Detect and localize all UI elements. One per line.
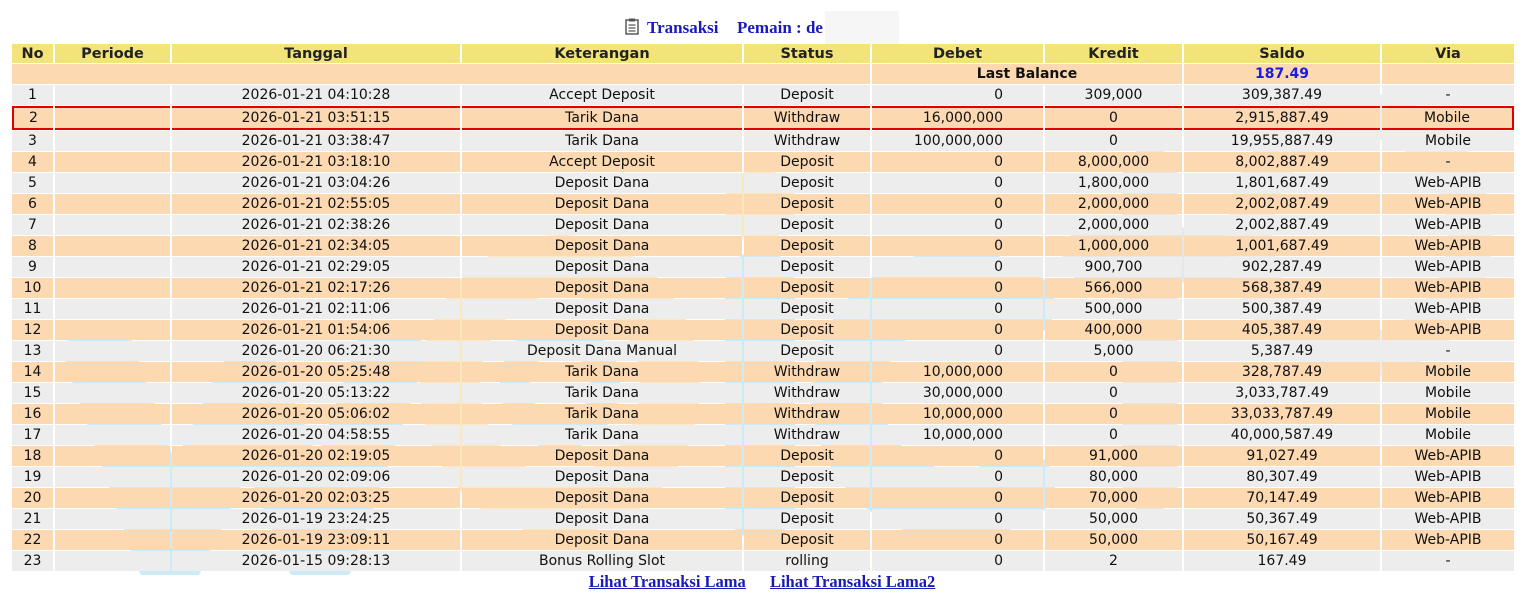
cell-periode <box>55 425 170 445</box>
cell-periode <box>55 173 170 193</box>
last-balance-label: Last Balance <box>872 64 1182 84</box>
cell-kredit: 2 <box>1045 551 1182 571</box>
cell-tanggal: 2026-01-19 23:24:25 <box>172 509 460 529</box>
cell-debet: 10,000,000 <box>872 404 1043 424</box>
cell-tanggal: 2026-01-21 01:54:06 <box>172 320 460 340</box>
document-list-icon <box>625 14 639 46</box>
cell-via: - <box>1382 551 1514 571</box>
cell-no: 16 <box>12 404 53 424</box>
cell-keterangan: Tarik Dana <box>462 425 742 445</box>
cell-saldo: 2,915,887.49 <box>1184 106 1380 130</box>
cell-no: 5 <box>12 173 53 193</box>
cell-periode <box>55 236 170 256</box>
cell-saldo: 2,002,887.49 <box>1184 215 1380 235</box>
cell-kredit: 2,000,000 <box>1045 194 1182 214</box>
table-header-row <box>12 44 1514 63</box>
cell-tanggal: 2026-01-21 02:11:06 <box>172 299 460 319</box>
cell-no: 9 <box>12 257 53 277</box>
cell-status: rolling <box>744 551 870 571</box>
table-row <box>12 530 1514 550</box>
cell-tanggal: 2026-01-21 02:17:26 <box>172 278 460 298</box>
cell-saldo: 3,033,787.49 <box>1184 383 1380 403</box>
cell-debet: 100,000,000 <box>872 131 1043 151</box>
cell-saldo: 5,387.49 <box>1184 341 1380 361</box>
cell-kredit: 0 <box>1045 362 1182 382</box>
cell-keterangan: Deposit Dana <box>462 446 742 466</box>
cell-kredit: 0 <box>1045 404 1182 424</box>
page-header <box>0 11 1524 43</box>
cell-tanggal: 2026-01-20 06:21:30 <box>172 341 460 361</box>
cell-keterangan: Tarik Dana <box>462 131 742 151</box>
cell-periode <box>55 383 170 403</box>
cell-status: Deposit <box>744 257 870 277</box>
cell-tanggal: 2026-01-20 02:03:25 <box>172 488 460 508</box>
col-header-periode: Periode <box>55 44 170 63</box>
cell-status: Deposit <box>744 299 870 319</box>
cell-status: Deposit <box>744 467 870 487</box>
cell-via: Web-APIB <box>1382 215 1514 235</box>
cell-status: Deposit <box>744 152 870 172</box>
cell-keterangan: Deposit Dana <box>462 320 742 340</box>
table-row <box>12 467 1514 487</box>
cell-kredit: 50,000 <box>1045 509 1182 529</box>
cell-no: 6 <box>12 194 53 214</box>
player-label: Pemain : <box>737 17 802 37</box>
cell-saldo: 568,387.49 <box>1184 278 1380 298</box>
cell-status: Deposit <box>744 530 870 550</box>
table-row <box>12 152 1514 172</box>
cell-kredit: 0 <box>1045 106 1182 130</box>
cell-kredit: 566,000 <box>1045 278 1182 298</box>
cell-tanggal: 2026-01-21 02:34:05 <box>172 236 460 256</box>
cell-periode <box>55 152 170 172</box>
cell-saldo: 2,002,087.49 <box>1184 194 1380 214</box>
cell-no: 19 <box>12 467 53 487</box>
cell-no: 11 <box>12 299 53 319</box>
cell-tanggal: 2026-01-20 05:25:48 <box>172 362 460 382</box>
footer-links <box>0 572 1524 592</box>
cell-saldo: 80,307.49 <box>1184 467 1380 487</box>
cell-via: Mobile <box>1382 362 1514 382</box>
col-header-kredit: Kredit <box>1045 44 1182 63</box>
cell-no: 17 <box>12 425 53 445</box>
cell-keterangan: Tarik Dana <box>462 404 742 424</box>
cell-via: Mobile <box>1382 425 1514 445</box>
table-row <box>12 320 1514 340</box>
cell-tanggal: 2026-01-20 05:13:22 <box>172 383 460 403</box>
cell-tanggal: 2026-01-20 02:09:06 <box>172 467 460 487</box>
cell-no: 1 <box>12 85 53 105</box>
table-row <box>12 341 1514 361</box>
page-title: Transaksi <box>647 17 719 37</box>
cell-keterangan: Deposit Dana <box>462 530 742 550</box>
cell-status: Withdraw <box>744 362 870 382</box>
last-balance-row <box>12 64 1514 84</box>
table-row <box>12 194 1514 214</box>
cell-kredit: 0 <box>1045 383 1182 403</box>
cell-status: Deposit <box>744 173 870 193</box>
cell-saldo: 91,027.49 <box>1184 446 1380 466</box>
cell-no: 8 <box>12 236 53 256</box>
cell-status: Deposit <box>744 446 870 466</box>
cell-debet: 0 <box>872 530 1043 550</box>
table-row <box>12 215 1514 235</box>
cell-periode <box>55 320 170 340</box>
old-transactions-link[interactable]: Lihat Transaksi Lama <box>588 572 746 591</box>
cell-no: 7 <box>12 215 53 235</box>
cell-via: Mobile <box>1382 404 1514 424</box>
cell-periode <box>55 341 170 361</box>
cell-via: Web-APIB <box>1382 467 1514 487</box>
cell-no: 10 <box>12 278 53 298</box>
cell-keterangan: Accept Deposit <box>462 85 742 105</box>
cell-periode <box>55 194 170 214</box>
cell-saldo: 50,167.49 <box>1184 530 1380 550</box>
cell-no: 14 <box>12 362 53 382</box>
cell-keterangan: Deposit Dana <box>462 194 742 214</box>
cell-debet: 10,000,000 <box>872 362 1043 382</box>
cell-saldo: 500,387.49 <box>1184 299 1380 319</box>
cell-periode <box>55 106 170 130</box>
col-header-via: Via <box>1382 44 1514 63</box>
cell-periode <box>55 85 170 105</box>
table-row <box>12 488 1514 508</box>
cell-periode <box>55 488 170 508</box>
cell-debet: 0 <box>872 446 1043 466</box>
cell-status: Withdraw <box>744 404 870 424</box>
cell-kredit: 2,000,000 <box>1045 215 1182 235</box>
cell-tanggal: 2026-01-21 03:38:47 <box>172 131 460 151</box>
table-row <box>12 551 1514 571</box>
cell-via: - <box>1382 152 1514 172</box>
cell-via: Web-APIB <box>1382 446 1514 466</box>
cell-saldo: 70,147.49 <box>1184 488 1380 508</box>
cell-saldo: 405,387.49 <box>1184 320 1380 340</box>
cell-saldo: 167.49 <box>1184 551 1380 571</box>
cell-status: Withdraw <box>744 383 870 403</box>
cell-via: Web-APIB <box>1382 488 1514 508</box>
cell-no: 18 <box>12 446 53 466</box>
cell-tanggal: 2026-01-20 02:19:05 <box>172 446 460 466</box>
cell-no: 22 <box>12 530 53 550</box>
table-row <box>12 425 1514 445</box>
table-row <box>12 299 1514 319</box>
cell-via: Mobile <box>1382 106 1514 130</box>
cell-via: Web-APIB <box>1382 299 1514 319</box>
cell-saldo: 8,002,887.49 <box>1184 152 1380 172</box>
col-header-status: Status <box>744 44 870 63</box>
cell-debet: 0 <box>872 215 1043 235</box>
table-row <box>12 383 1514 403</box>
cell-periode <box>55 362 170 382</box>
cell-debet: 0 <box>872 467 1043 487</box>
cell-tanggal: 2026-01-19 23:09:11 <box>172 530 460 550</box>
cell-debet: 0 <box>872 341 1043 361</box>
col-header-no: No <box>12 44 53 63</box>
cell-keterangan: Deposit Dana <box>462 173 742 193</box>
col-header-tanggal: Tanggal <box>172 44 460 63</box>
cell-kredit: 500,000 <box>1045 299 1182 319</box>
cell-periode <box>55 467 170 487</box>
cell-periode <box>55 551 170 571</box>
cell-no: 23 <box>12 551 53 571</box>
cell-status: Deposit <box>744 194 870 214</box>
col-header-saldo: Saldo <box>1184 44 1380 63</box>
cell-tanggal: 2026-01-20 04:58:55 <box>172 425 460 445</box>
cell-kredit: 0 <box>1045 425 1182 445</box>
cell-status: Deposit <box>744 509 870 529</box>
cell-debet: 0 <box>872 320 1043 340</box>
table-row <box>12 173 1514 193</box>
cell-via: Mobile <box>1382 131 1514 151</box>
cell-tanggal: 2026-01-15 09:28:13 <box>172 551 460 571</box>
cell-periode <box>55 446 170 466</box>
cell-keterangan: Tarik Dana <box>462 362 742 382</box>
col-header-debet: Debet <box>872 44 1043 63</box>
cell-debet: 0 <box>872 85 1043 105</box>
cell-saldo: 328,787.49 <box>1184 362 1380 382</box>
cell-periode <box>55 131 170 151</box>
cell-status: Deposit <box>744 341 870 361</box>
transaction-table <box>10 43 1516 572</box>
cell-status: Deposit <box>744 236 870 256</box>
table-row <box>12 404 1514 424</box>
table-row <box>12 106 1514 130</box>
cell-debet: 0 <box>872 551 1043 571</box>
cell-tanggal: 2026-01-20 05:06:02 <box>172 404 460 424</box>
col-header-keterangan: Keterangan <box>462 44 742 63</box>
cell-status: Deposit <box>744 488 870 508</box>
redacted-area <box>825 11 899 47</box>
table-row <box>12 446 1514 466</box>
cell-debet: 0 <box>872 278 1043 298</box>
cell-debet: 0 <box>872 173 1043 193</box>
cell-periode <box>55 257 170 277</box>
cell-status: Withdraw <box>744 131 870 151</box>
cell-kredit: 1,800,000 <box>1045 173 1182 193</box>
cell-via: - <box>1382 85 1514 105</box>
cell-no: 12 <box>12 320 53 340</box>
cell-tanggal: 2026-01-21 02:55:05 <box>172 194 460 214</box>
cell-keterangan: Deposit Dana <box>462 257 742 277</box>
table-row <box>12 257 1514 277</box>
cell-periode <box>55 404 170 424</box>
cell-kredit: 70,000 <box>1045 488 1182 508</box>
table-row <box>12 85 1514 105</box>
cell-kredit: 1,000,000 <box>1045 236 1182 256</box>
cell-status: Withdraw <box>744 106 870 130</box>
cell-debet: 0 <box>872 152 1043 172</box>
cell-saldo: 309,387.49 <box>1184 85 1380 105</box>
cell-via: Mobile <box>1382 383 1514 403</box>
cell-no: 21 <box>12 509 53 529</box>
cell-debet: 0 <box>872 236 1043 256</box>
cell-keterangan: Tarik Dana <box>462 106 742 130</box>
player-name: de <box>805 17 823 37</box>
cell-saldo: 902,287.49 <box>1184 257 1380 277</box>
cell-no: 3 <box>12 131 53 151</box>
table-row <box>12 362 1514 382</box>
cell-kredit: 50,000 <box>1045 530 1182 550</box>
last-balance-value: 187.49 <box>1184 64 1380 84</box>
cell-keterangan: Tarik Dana <box>462 383 742 403</box>
cell-keterangan: Deposit Dana <box>462 488 742 508</box>
cell-keterangan: Deposit Dana Manual <box>462 341 742 361</box>
cell-saldo: 19,955,887.49 <box>1184 131 1380 151</box>
cell-no: 2 <box>12 106 53 130</box>
cell-keterangan: Deposit Dana <box>462 509 742 529</box>
cell-debet: 0 <box>872 509 1043 529</box>
cell-no: 4 <box>12 152 53 172</box>
cell-debet: 0 <box>872 488 1043 508</box>
cell-saldo: 33,033,787.49 <box>1184 404 1380 424</box>
cell-via: Web-APIB <box>1382 509 1514 529</box>
old-transactions-2-link[interactable]: Lihat Transaksi Lama2 <box>769 572 936 591</box>
cell-status: Deposit <box>744 215 870 235</box>
cell-status: Deposit <box>744 320 870 340</box>
cell-keterangan: Deposit Dana <box>462 467 742 487</box>
cell-debet: 0 <box>872 299 1043 319</box>
cell-via: - <box>1382 341 1514 361</box>
cell-debet: 0 <box>872 257 1043 277</box>
cell-via: Web-APIB <box>1382 173 1514 193</box>
cell-kredit: 309,000 <box>1045 85 1182 105</box>
cell-saldo: 50,367.49 <box>1184 509 1380 529</box>
cell-periode <box>55 299 170 319</box>
cell-kredit: 400,000 <box>1045 320 1182 340</box>
cell-keterangan: Deposit Dana <box>462 236 742 256</box>
cell-kredit: 91,000 <box>1045 446 1182 466</box>
cell-status: Withdraw <box>744 425 870 445</box>
cell-tanggal: 2026-01-21 04:10:28 <box>172 85 460 105</box>
cell-saldo: 1,001,687.49 <box>1184 236 1380 256</box>
cell-via: Web-APIB <box>1382 236 1514 256</box>
cell-via: Web-APIB <box>1382 530 1514 550</box>
cell-periode <box>55 215 170 235</box>
table-row <box>12 278 1514 298</box>
cell-no: 13 <box>12 341 53 361</box>
cell-no: 15 <box>12 383 53 403</box>
cell-tanggal: 2026-01-21 03:04:26 <box>172 173 460 193</box>
table-row <box>12 509 1514 529</box>
cell-keterangan: Accept Deposit <box>462 152 742 172</box>
cell-debet: 30,000,000 <box>872 383 1043 403</box>
cell-status: Deposit <box>744 85 870 105</box>
cell-keterangan: Bonus Rolling Slot <box>462 551 742 571</box>
cell-via: Web-APIB <box>1382 194 1514 214</box>
cell-tanggal: 2026-01-21 02:29:05 <box>172 257 460 277</box>
cell-keterangan: Deposit Dana <box>462 278 742 298</box>
cell-tanggal: 2026-01-21 03:18:10 <box>172 152 460 172</box>
cell-no: 20 <box>12 488 53 508</box>
table-row <box>12 236 1514 256</box>
cell-kredit: 80,000 <box>1045 467 1182 487</box>
cell-via: Web-APIB <box>1382 278 1514 298</box>
cell-tanggal: 2026-01-21 03:51:15 <box>172 106 460 130</box>
cell-kredit: 900,700 <box>1045 257 1182 277</box>
cell-via: Web-APIB <box>1382 257 1514 277</box>
cell-keterangan: Deposit Dana <box>462 299 742 319</box>
cell-saldo: 40,000,587.49 <box>1184 425 1380 445</box>
table-row <box>12 131 1514 151</box>
cell-periode <box>55 278 170 298</box>
cell-kredit: 8,000,000 <box>1045 152 1182 172</box>
cell-periode <box>55 530 170 550</box>
cell-tanggal: 2026-01-21 02:38:26 <box>172 215 460 235</box>
cell-keterangan: Deposit Dana <box>462 215 742 235</box>
cell-via: Web-APIB <box>1382 320 1514 340</box>
cell-saldo: 1,801,687.49 <box>1184 173 1380 193</box>
cell-debet: 16,000,000 <box>872 106 1043 130</box>
cell-debet: 0 <box>872 194 1043 214</box>
cell-kredit: 5,000 <box>1045 341 1182 361</box>
cell-status: Deposit <box>744 278 870 298</box>
cell-debet: 10,000,000 <box>872 425 1043 445</box>
cell-kredit: 0 <box>1045 131 1182 151</box>
cell-periode <box>55 509 170 529</box>
